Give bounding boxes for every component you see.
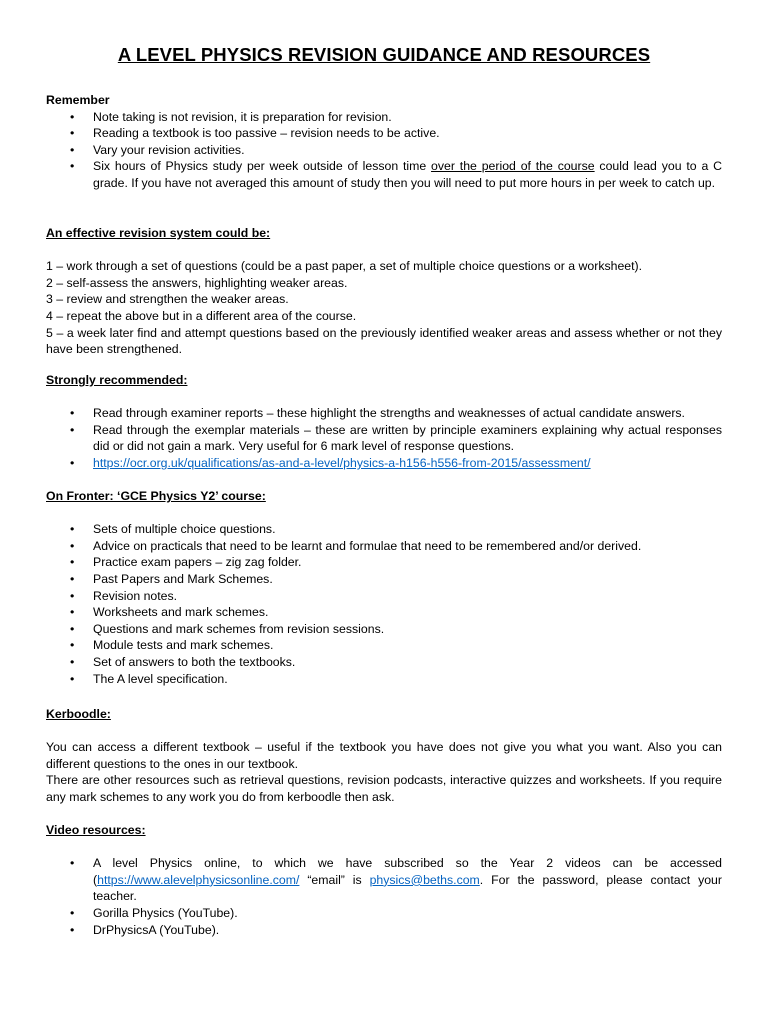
remember-heading: Remember [46, 93, 110, 107]
list-item: • Revision notes. [46, 588, 722, 605]
list-item-study-hours [46, 158, 722, 191]
online-text-after: . For the password, please contact your teacher. [93, 872, 722, 904]
system-step-5: 5 – a week later find and attempt questions based on the previously identified weaker areas and assess whether or not they have been strengthened. [46, 325, 722, 357]
online-text-before: A level Physics online, to which we have subscribed so the Year 2 videos can be accessed ( [93, 856, 722, 887]
list-item: • Note taking is not revision, it is preparation for revision. [46, 109, 722, 126]
system-section [46, 225, 722, 358]
fronter-list [46, 521, 722, 687]
list-item: • Reading a textbook is too passive – revision needs to be active. [46, 125, 722, 142]
kerboodle-section [46, 706, 722, 806]
list-item: • Advice on practicals that need to be learnt and formulae that need to be remembered and/or derived. [46, 538, 722, 555]
list-item-ocr-link [46, 455, 722, 472]
video-list [46, 855, 722, 938]
physics-email-link[interactable]: physics@beths.com [369, 872, 480, 887]
recommended-section [46, 372, 722, 472]
fronter-section [46, 488, 722, 687]
fronter-heading: On Fronter: ‘GCE Physics Y2’ course: [46, 489, 266, 503]
video-heading: Video resources: [46, 823, 146, 837]
study-text-underlined: over the period of the course [431, 159, 595, 174]
system-heading: An effective revision system could be: [46, 226, 271, 240]
video-section [46, 822, 722, 938]
system-step-4: 4 – repeat the above but in a different area of the course. [46, 308, 357, 323]
list-item: • Module tests and mark schemes. [46, 637, 722, 654]
system-step-1: 1 – work through a set of questions (could be a past paper, a set of multiple choice questions or a worksheet). [46, 259, 643, 274]
list-item: • Gorilla Physics (YouTube). [46, 905, 722, 922]
list-item: • Read through examiner reports – these highlight the strengths and weaknesses of actual candidate answers. [46, 405, 722, 422]
online-text-middle: “email” is [299, 872, 370, 887]
system-step-3: 3 – review and strengthen the weaker areas. [46, 292, 289, 307]
study-text-before: Six hours of Physics study per week outside of lesson time [93, 159, 432, 174]
recommended-heading: Strongly recommended: [46, 373, 188, 387]
system-step-2: 2 – self-assess the answers, highlighting weaker areas. [46, 275, 348, 290]
list-item: • Sets of multiple choice questions. [46, 521, 722, 538]
list-item: • Practice exam papers – zig zag folder. [46, 554, 722, 571]
list-item: • The A level specification. [46, 671, 722, 688]
recommended-list [46, 405, 722, 471]
study-text-after: could lead you to a C grade. If you have not averaged this amount of study then you will need to put more hours in per week to catch up. [93, 159, 722, 190]
list-item: • Worksheets and mark schemes. [46, 604, 722, 621]
list-item: • Questions and mark schemes from revision sessions. [46, 621, 722, 638]
list-item: • Past Papers and Mark Schemes. [46, 571, 722, 588]
page-title: A LEVEL PHYSICS REVISION GUIDANCE AND RESOURCES [117, 44, 651, 65]
list-item-physics-online [46, 855, 722, 905]
alevelphysicsonline-link[interactable]: https://www.alevelphysicsonline.com/ [97, 872, 300, 887]
ocr-assessment-link[interactable]: https://ocr.org.uk/qualifications/as-and-a-level/physics-a-h156-h556-from-2015/assessment/ [93, 455, 591, 470]
remember-list [46, 109, 722, 192]
kerboodle-paragraph-2: There are other resources such as retrieval questions, revision podcasts, interactive quizzes and worksheets. If you require any mark schemes to any work you do from kerboodle then ask. [46, 773, 722, 804]
kerboodle-paragraph-1: You can access a different textbook – useful if the textbook you have does not give you what you want. Also you can different questions to the ones in our textbook. [46, 740, 722, 771]
remember-section [46, 92, 722, 192]
list-item: • Vary your revision activities. [46, 142, 722, 159]
kerboodle-heading: Kerboodle: [46, 707, 111, 721]
list-item: • Read through the exemplar materials – these are written by principle examiners explaining why actual responses did or did not gain a mark. Very useful for 6 mark level of response questions. [46, 422, 722, 455]
list-item: • Set of answers to both the textbooks. [46, 654, 722, 671]
list-item: • DrPhysicsA (YouTube). [46, 922, 722, 939]
